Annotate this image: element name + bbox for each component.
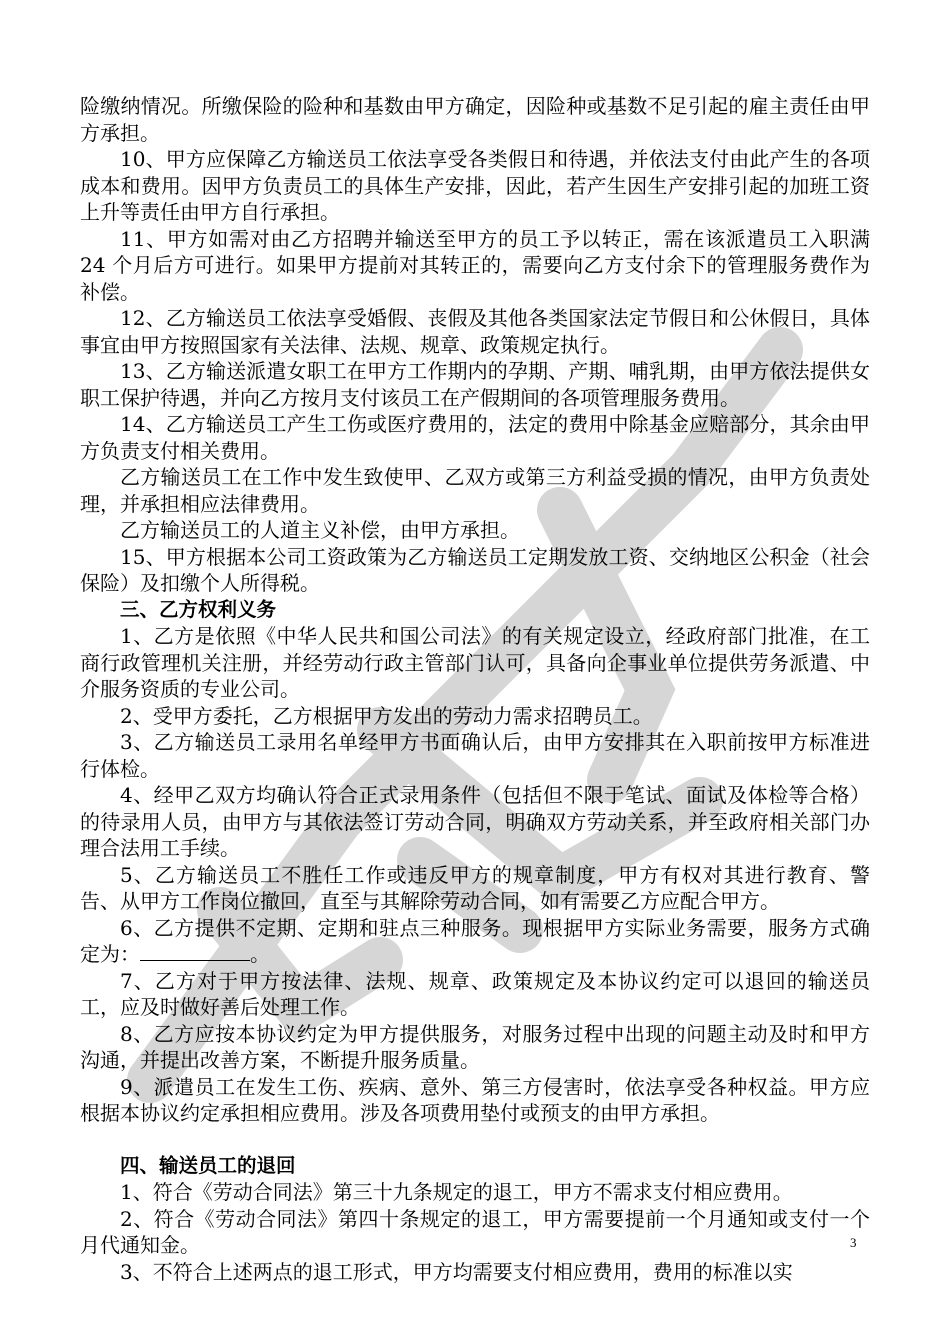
paragraph: 3、乙方输送员工录用名单经甲方书面确认后，由甲方安排其在入职前按甲方标准进行体检。 — [80, 730, 870, 781]
document-body — [80, 93, 870, 1285]
paragraph: 乙方输送员工在工作中发生致使甲、乙双方或第三方利益受损的情况，由甲方负责处理，并承担相应法律费用。 — [80, 465, 870, 516]
paragraph: 12、乙方输送员工依法享受婚假、丧假及其他各类国家法定节假日和公休假日，具体事宜由甲方按照国家有关法律、法规、规章、政策规定执行。 — [80, 306, 870, 357]
paragraph: 5、乙方输送员工不胜任工作或违反甲方的规章制度，甲方有权对其进行教育、警告、从甲方工作岗位撤回，直至与其解除劳动合同，如有需要乙方应配合甲方。 — [80, 862, 870, 913]
paragraph: 9、派遣员工在发生工伤、疾病、意外、第三方侵害时，依法享受各种权益。甲方应根据本协议约定承担相应费用。涉及各项费用垫付或预支的由甲方承担。 — [80, 1074, 870, 1125]
paragraph: 14、乙方输送员工产生工伤或医疗费用的，法定的费用中除基金应赔部分，其余由甲方负责支付相关费用。 — [80, 412, 870, 463]
paragraph: 7、乙方对于甲方按法律、法规、规章、政策规定及本协议约定可以退回的输送员工，应及时做好善后处理工作。 — [80, 968, 870, 1019]
paragraph-item-6-text: 6、乙方提供不定期、定期和驻点三种服务。现根据甲方实际业务需要，服务方式确定为： — [80, 915, 870, 966]
paragraph: 10、甲方应保障乙方输送员工依法享受各类假日和待遇，并依法支付由此产生的各项成本和费用。因甲方负责员工的具体生产安排，因此，若产生因生产安排引起的加班工资上升等责任由甲方自行承担。 — [80, 147, 870, 224]
fill-in-blank — [140, 942, 250, 961]
section-heading-3: 三、乙方权利义务 — [120, 597, 277, 621]
section-3-items — [80, 623, 870, 915]
blank-line — [80, 1127, 870, 1153]
paragraph: 2、受甲方委托，乙方根据甲方发出的劳动力需求招聘员工。 — [120, 703, 653, 728]
paragraph: 13、乙方输送派遣女职工在甲方工作期内的孕期、产期、哺乳期，由甲方依法提供女职工保护待遇，并向乙方按月支付该员工在产假期间的各项管理服务费用。 — [80, 359, 870, 410]
paragraph: 1、乙方是依照《中华人民共和国公司法》的有关规定设立，经政府部门批准，在工商行政管理机关注册，并经劳动行政主管部门认可，具备向企事业单位提供劳务派遣、中介服务资质的专业公司。 — [80, 624, 870, 701]
paragraph: 15、甲方根据本公司工资政策为乙方输送员工定期发放工资、交纳地区公积金（社会保险）及扣缴个人所得税。 — [80, 544, 870, 595]
section-2-continued — [80, 93, 870, 597]
paragraph-item-6-end: 。 — [250, 942, 270, 966]
paragraph: 险缴纳情况。所缴保险的险种和基数由甲方确定，因险种或基数不足引起的雇主责任由甲方承担。 — [80, 94, 870, 145]
section-4-items — [80, 1179, 870, 1285]
paragraph: 1、符合《劳动合同法》第三十九条规定的退工，甲方不需求支付相应费用。 — [120, 1180, 793, 1204]
paragraph: 乙方输送员工的人道主义补偿，由甲方承担。 — [120, 518, 520, 542]
paragraph: 2、符合《劳动合同法》第四十条规定的退工，甲方需要提前一个月通知或支付一个月代通知金。 — [80, 1206, 870, 1257]
section-heading-4: 四、输送员工的退回 — [120, 1153, 296, 1177]
paragraph: 8、乙方应按本协议约定为甲方提供服务，对服务过程中出现的问题主动及时和甲方沟通，并提出改善方案，不断提升服务质量。 — [80, 1021, 870, 1072]
paragraph-item-6 — [80, 915, 870, 968]
paragraph: 3、不符合上述两点的退工形式，甲方均需要支付相应费用，费用的标准以实 — [120, 1259, 793, 1284]
section-3-items-continued — [80, 968, 870, 1127]
page-number: 3 — [850, 1235, 857, 1250]
paragraph: 11、甲方如需对由乙方招聘并输送至甲方的员工予以转正，需在该派遣员工入职满 24 个月后方可进行。如果甲方提前对其转正的，需要向乙方支付余下的管理服务费作为补偿。 — [80, 226, 870, 304]
paragraph: 4、经甲乙双方均确认符合正式录用条件（包括但不限于笔试、面试及体检等合格）的待录用人员，由甲方与其依法签订劳动合同，明确双方劳动关系，并至政府相关部门办理合法用工手续。 — [80, 783, 870, 860]
